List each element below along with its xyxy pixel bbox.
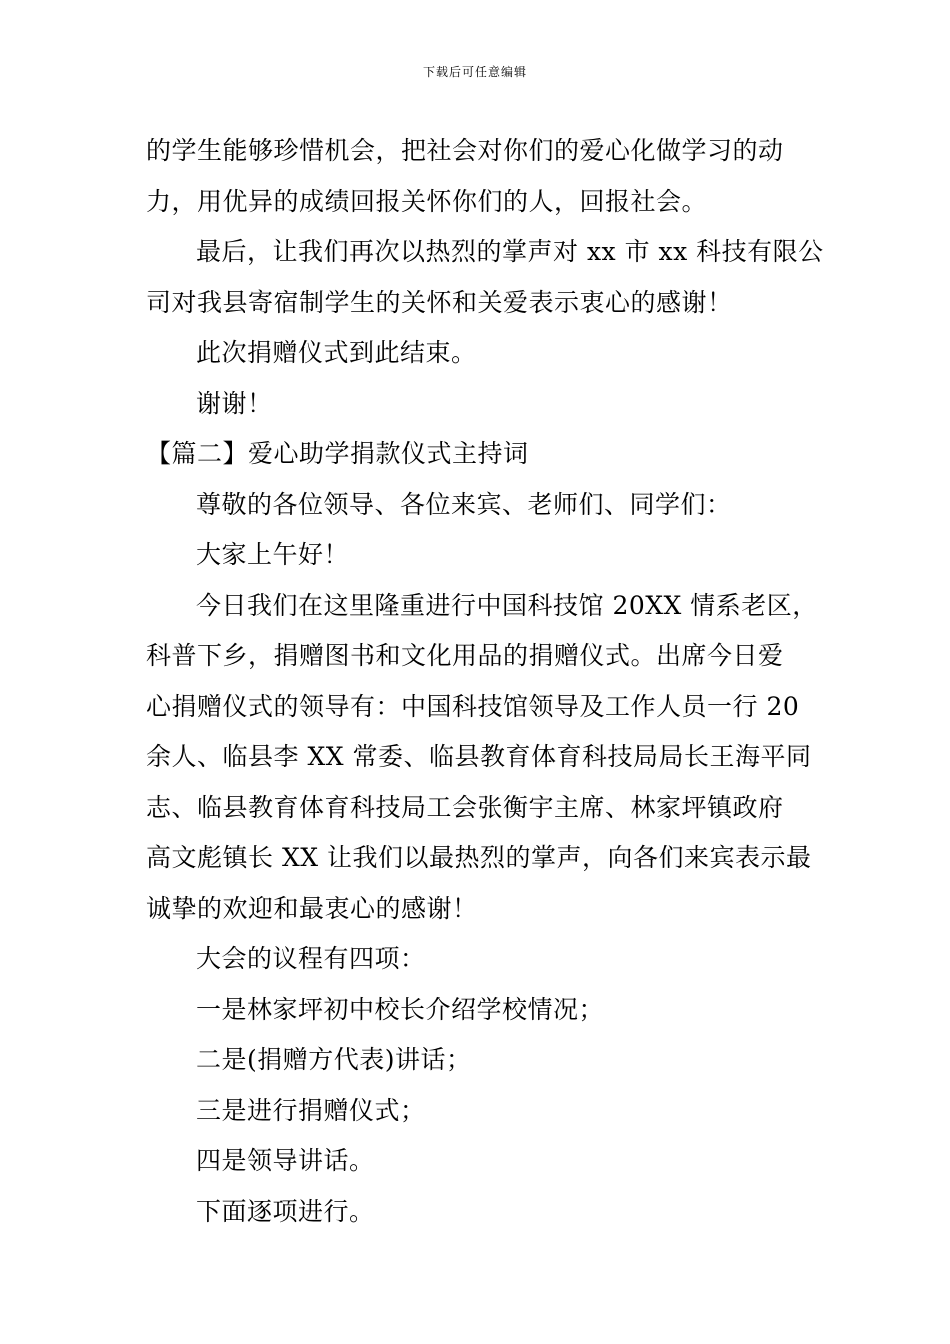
paragraph-line: 心捐赠仪式的领导有：中国科技馆领导及工作人员一行 20	[146, 691, 800, 721]
paragraph-line: 谢谢！	[196, 388, 273, 418]
paragraph-line: 的学生能够珍惜机会，把社会对你们的爱心化做学习的动	[146, 136, 784, 165]
paragraph-line: 下面逐项进行。	[196, 1196, 375, 1226]
paragraph-line: 此次捐赠仪式到此结束。	[196, 338, 477, 367]
paragraph-line: 大家上午好！	[196, 540, 350, 569]
paragraph-line: 大会的议程有四项：	[196, 944, 426, 973]
agenda-item: 四是领导讲话。	[196, 1146, 375, 1175]
agenda-item: 三是进行捐赠仪式；	[196, 1095, 426, 1125]
page-header: 下载后可任意编辑	[422, 65, 527, 79]
section-heading: 【篇二】爱心助学捐款仪式主持词	[146, 439, 529, 468]
agenda-item: 二是(捐赠方代表)讲话；	[196, 1045, 472, 1074]
paragraph-line: 司对我县寄宿制学生的关怀和关爱表示衷心的感谢！	[146, 287, 733, 317]
paragraph-line: 志、临县教育体育科技局工会张衡宇主席、林家坪镇政府	[146, 792, 784, 822]
paragraph-line: 诚挚的欢迎和最衷心的感谢！	[146, 893, 478, 923]
paragraph-line: 今日我们在这里隆重进行中国科技馆 20XX 情系老区，	[196, 590, 818, 620]
agenda-item: 一是林家坪初中校长介绍学校情况；	[196, 994, 605, 1024]
paragraph-line: 最后，让我们再次以热烈的掌声对 xx 市 xx 科技有限公	[196, 237, 824, 266]
paragraph-line: 尊敬的各位领导、各位来宾、老师们、同学们：	[196, 489, 732, 519]
paragraph-line: 高文彪镇长 XX 让我们以最热烈的掌声，向各们来宾表示最	[146, 843, 812, 872]
paragraph-line: 科普下乡，捐赠图书和文化用品的捐赠仪式。出席今日爱	[146, 641, 784, 670]
paragraph-line: 余人、临县李 XX 常委、临县教育体育科技局局长王海平同	[146, 742, 812, 771]
document-body	[146, 126, 824, 1237]
paragraph-line: 力，用优异的成绩回报关怀你们的人，回报社会。	[146, 186, 708, 216]
